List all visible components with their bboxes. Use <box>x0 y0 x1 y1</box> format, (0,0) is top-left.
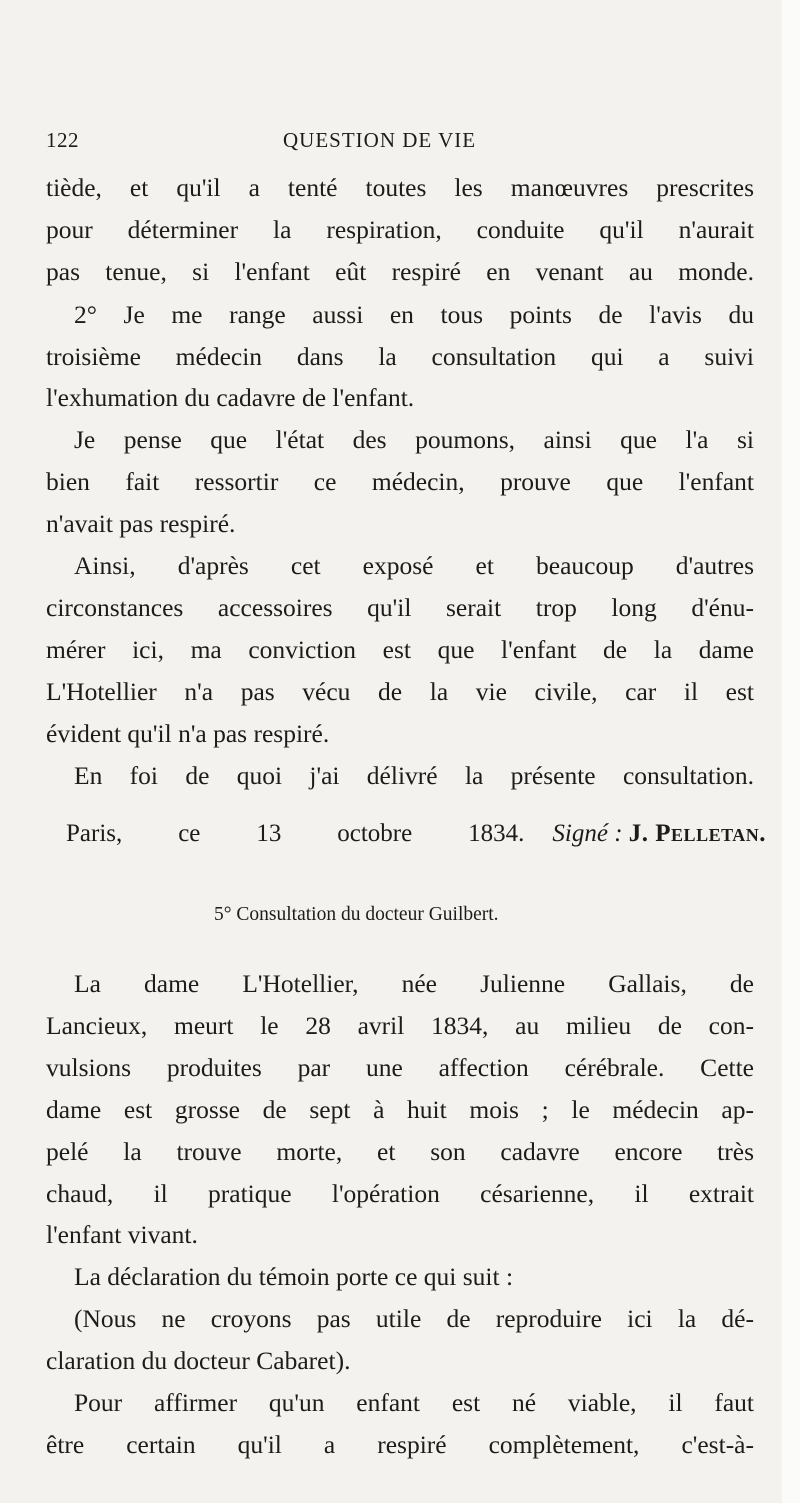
text-line: Lancieux, meurt le 28 avril 1834, au milieu de con- <box>46 1011 754 1040</box>
text-line: pelé la trouve morte, et son cadavre encore très <box>46 1137 754 1166</box>
text-line: vulsions produites par une affection cérébrale. Cette <box>46 1053 754 1082</box>
text-line: l'exhumation du cadavre de l'enfant. <box>46 383 415 412</box>
text-line: circonstances accessoires qu'il serait trop long d'énu- <box>46 593 754 622</box>
page-number: 122 <box>46 128 79 152</box>
text-line: n'avait pas respiré. <box>46 509 236 538</box>
text-line: Ainsi, d'après cet exposé et beaucoup d'autres <box>74 551 754 580</box>
text-line: mérer ici, ma conviction est que l'enfant de la dame <box>46 635 754 664</box>
text-line: troisième médecin dans la consultation qui a suivi <box>46 342 754 371</box>
text-line: pas tenue, si l'enfant eût respiré en venant au monde. <box>46 257 754 286</box>
text-line: l'enfant vivant. <box>46 1220 198 1249</box>
running-head: QUESTION DE VIE <box>283 128 477 152</box>
text-line: tiède, et qu'il a tenté toutes les manœuvres prescrites <box>46 173 754 202</box>
signature-line <box>66 814 766 854</box>
text-line: dame est grosse de sept à huit mois ; le médecin ap- <box>46 1095 754 1124</box>
text-line: L'Hotellier n'a pas vécu de la vie civile, car il est <box>46 677 754 706</box>
signature-place-date: Paris, ce 13 octobre 1834. <box>66 820 525 847</box>
section-heading: 5° Consultation du docteur Guilbert. <box>214 904 499 925</box>
text-line: chaud, il pratique l'opération césarienne, il extrait <box>46 1179 754 1208</box>
signature-name: J. Pelletan. <box>628 820 766 847</box>
text-line: claration du docteur Cabaret). <box>46 1346 351 1375</box>
text-line: bien fait ressortir ce médecin, prouve que l'enfant <box>46 467 754 496</box>
text-line: La dame L'Hotellier, née Julienne Gallais, de <box>74 969 754 998</box>
text-line: 2° Je me range aussi en tous points de l'avis du <box>74 300 754 329</box>
text-line: être certain qu'il a respiré complètement, c'est-à- <box>46 1430 754 1459</box>
text-line: pour déterminer la respiration, conduite qu'il n'aurait <box>46 215 754 244</box>
text-line: (Nous ne croyons pas utile de reproduire ici la dé- <box>74 1304 754 1333</box>
page-edge <box>782 0 800 1503</box>
text-line: La déclaration du témoin porte ce qui suit : <box>74 1262 514 1291</box>
text-line: Pour affirmer qu'un enfant est né viable, il faut <box>74 1388 754 1417</box>
page-header <box>46 128 754 160</box>
signature-label: Signé : <box>552 820 623 847</box>
text-line: En foi de quoi j'ai délivré la présente consultation. <box>74 761 754 790</box>
text-line: évident qu'il n'a pas respiré. <box>46 719 330 748</box>
text-line: Je pense que l'état des poumons, ainsi que l'a si <box>74 425 754 454</box>
